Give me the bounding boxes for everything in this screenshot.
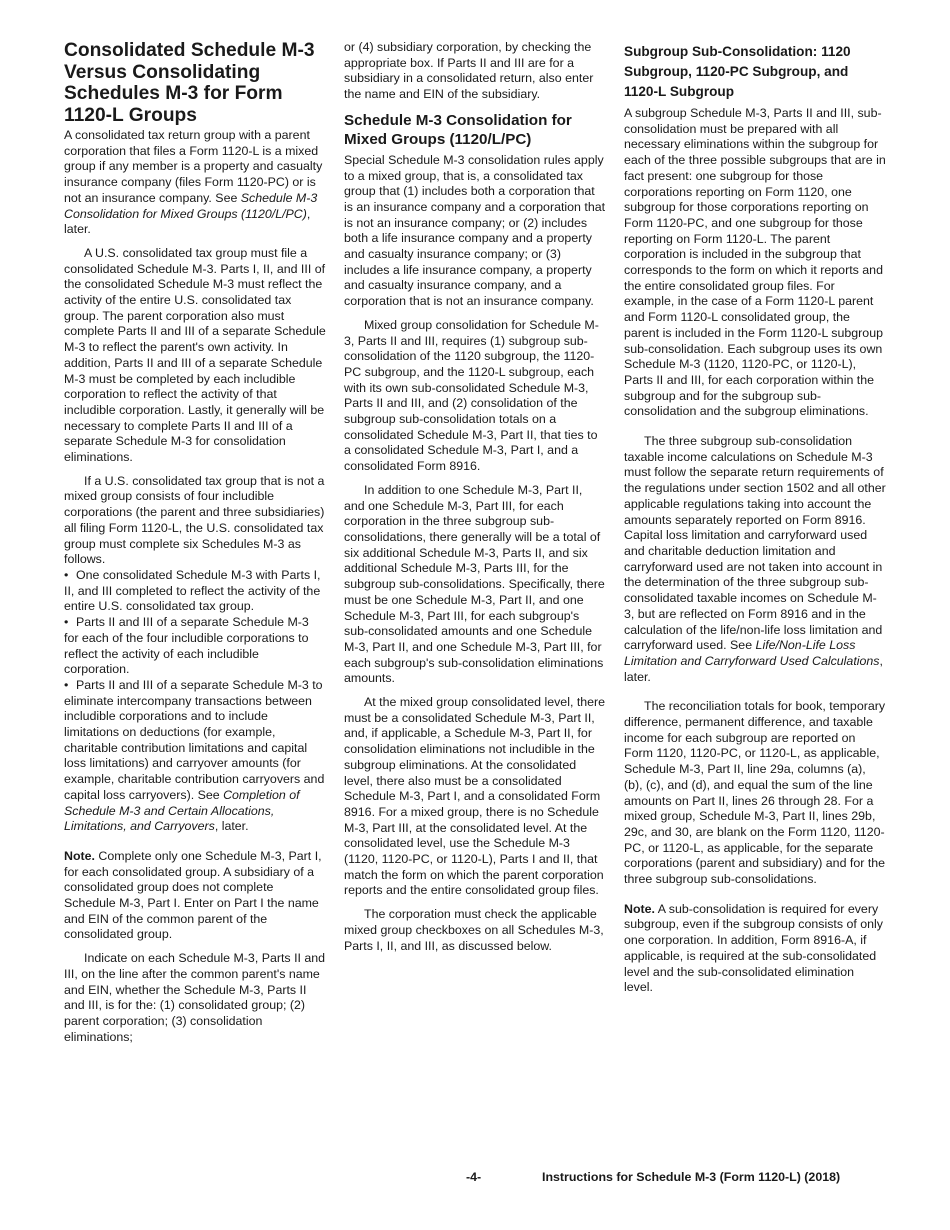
column-1 [64, 40, 326, 1053]
note-label: Note. [64, 848, 95, 863]
paragraph: The corporation must check the applicable mixed group checkboxes on all Schedules M-3, Parts I, II, and III, as discussed below. [344, 907, 604, 953]
paragraph: The three subgroup sub-consolidation taxable income calculations on Schedule M-3 must follow the separate return requirements of the regulations under section 1502 and all other applicable regulations taking into account the amounts separately reported on Form 8916. Capital loss limitation and carryforward used and charitable deduction limitation and carryforward used are not taken into account in the determination of the three subgroup sub-consolidated taxable incomes on Schedule M-3, but are reflected on Form 8916 and in the calculation of the life/non-life loss limitation and carryforward used. See Life/Non-Life Loss Limitation and Carryforward Used Calculations, later. [624, 434, 886, 684]
section-heading-consolidated: Consolidated Schedule M-3 Versus Consolidating Schedules M-3 for Form 1120-L Groups [64, 40, 315, 126]
paragraph: In addition to one Schedule M-3, Part II, and one Schedule M-3, Part III, for each corporation in the three subgroup sub-consolidations, there generally will be a total of six additional Schedule M-3, Parts II, and six additional Schedule M-3, Parts III, for the subgroup sub-consolidations. Specifically, there must be one Schedule M-3, Part II, and one Schedule M-3, Part III, for each subgroup's sub-consolidated amounts and one Schedule M-3, Part II, and one Schedule M-3, Part III, for each subgroup's sub-consolidation eliminations amounts. [344, 482, 605, 686]
page-number: -4- [466, 1170, 482, 1184]
cross-reference: Life/Non-Life Loss Limitation and Carryforward Used Calculations [624, 638, 880, 668]
cross-reference: Schedule M-3 Consolidation for Mixed Groups (1120/L/PC) [64, 190, 318, 221]
footer-title: Instructions for Schedule M-3 (Form 1120-L) (2018) [542, 1170, 841, 1184]
paragraph: A consolidated tax return group with a parent corporation that files a Form 1120-L is a mixed group if any member is a property and casualty insurance company (files Form 1120-PC) or is not an insurance company. See Schedule M-3 Consolidation for Mixed Groups (1120/L/PC), later. [64, 128, 323, 237]
paragraph: At the mixed group consolidated level, there must be a consolidated Schedule M-3, Part II, and, if applicable, a Schedule M-3, Part II, for consolidation eliminations not includible in the subgroup eliminations. At the consolidated level, there also must be a consolidated Schedule M-3, Part I, and a consolidated Form 8916. For a mixed group, there is no Schedule M-3, Part III, at the consolidated level. At the consolidated level, use the Schedule M-3 (1120, 1120-PC, or 1120-L), Parts I and II, that match the form on which the parent corporation reports and the entire consolidated group files. [344, 695, 606, 898]
cross-reference: Completion of Schedule M-3 and Certain Allocations, Limitations, and Carryovers [64, 787, 300, 834]
bullet-item: • Parts II and III of a separate Schedule M-3 to eliminate intercompany transactions between includible corporations and to include limitations on deductions (for example, charitable contribution limitations and capital loss limitations) and carryover amounts (for example, charitable contribution carryovers and capital loss carryovers). See Completion of Schedule M-3 and Certain Allocations, Limitations, and Carryovers, later. [64, 677, 325, 834]
paragraph: Special Schedule M-3 consolidation rules apply to a mixed group, that is, a consolidated tax group that (1) includes both a corporation that is an insurance company and a corporation that is not an insurance company; or (2) includes both a life insurance company and a property and casualty insurance company; or (3) includes a life insurance company, a property and casualty insurance company, and a corporation that is not an insurance company. [344, 152, 606, 309]
paragraph: The reconciliation totals for book, temporary difference, permanent difference, and taxable income for each subgroup are reported on Form 1120, 1120-PC, or 1120-L, as applicable, Schedule M-3, Part II, line 29a, columns (a), (b), (c), and (d), and equal the sum of the line amounts on Part II, lines 26 through 28. For a mixed group, Schedule M-3, Part II, lines 29b, 29c, and 30, are blank on the Form 1120, 1120-PC, or 1120-L, as applicable, for the separate corporations (parent and subsidiary) and for the three subgroup sub-consolidations. [624, 699, 886, 887]
paragraph: If a U.S. consolidated tax group that is not a mixed group consists of four includible corporations (the parent and three subsidiaries) all filing Form 1120-L, the U.S. consolidated tax group must complete six Schedules M-3 as follows. [64, 473, 325, 567]
column-2 [344, 40, 606, 962]
bullet-item: • Parts II and III of a separate Schedule M-3 for each of the four includible corporations to reflect the activity of each includible corporation. [64, 615, 309, 677]
paragraph: or (4) subsidiary corporation, by checking the appropriate box. If Parts II and III are for a subsidiary in a consolidated return, also enter the name and EIN of the subsidiary. [344, 40, 594, 102]
bullet-icon: • [64, 567, 69, 582]
section-heading-mixed-groups: Schedule M-3 Consolidation for Mixed Groups (1120/L/PC) [344, 111, 572, 148]
note-label: Note. [624, 901, 655, 916]
bullet-icon: • [64, 615, 69, 630]
note: Note. Complete only one Schedule M-3, Part I, for each consolidated group. A subsidiary of a consolidated group does not complete Schedule M-3, Part I. Enter on Part I the name and EIN of the common parent of the consolidated group. [64, 848, 322, 942]
paragraph: A U.S. consolidated tax group must file a consolidated Schedule M-3. Parts I, II, and III of the consolidated Schedule M-3 must reflect the activity of the entire U.S. consolidated tax group. The parent corporation also must complete Parts II and III of a separate Schedule M-3 to reflect the parent's own activity. In addition, Parts II and III of a separate Schedule M-3 must be completed by each includible corporation to reflect the activity of that includible corporation. Lastly, it generally will be necessary to complete Parts II and III of a separate Schedule M-3 for consolidation eliminations. [64, 245, 326, 465]
column-3 [624, 40, 886, 1004]
note: Note. A sub-consolidation is required for every subgroup, even if the subgroup consists of only one corporation. In addition, Form 8916-A, if applicable, is required at the sub-consolidated level and the sub-consolidated elimination level. [624, 901, 883, 995]
paragraph: Mixed group consolidation for Schedule M-3, Parts II and III, requires (1) subgroup sub-consolidation of the 1120 subgroup, the 1120-PC subgroup, and the 1120-L subgroup, each with its own sub-consolidated Schedule M-3, Parts II and III, and (2) consolidation of the subgroup sub-consolidation totals on a consolidated Schedule M-3, Part II, that ties to a consolidated Schedule M-3, Part I, and a consolidated Form 8916. [344, 317, 599, 474]
paragraph: Indicate on each Schedule M-3, Parts II and III, on the line after the common parent's name and EIN, whether the Schedule M-3, Parts II and III, is for the: (1) consolidated group; (2) parent corporation; (3) consolidation eliminations; [64, 951, 326, 1044]
section-heading-subgroup: Subgroup Sub-Consolidation: 1120 Subgroup, 1120-PC Subgroup, and 1120-L Subgroup [624, 44, 851, 99]
bullet-item: • One consolidated Schedule M-3 with Parts I, II, and III completed to reflect the activity of the entire U.S. consolidated tax group. [64, 567, 321, 614]
paragraph: A subgroup Schedule M-3, Parts II and III, sub-consolidation must be prepared with all necessary eliminations within the subgroup for each of the three possible subgroups that are in fact present: one subgroup for those corporations reporting on Form 1120, one subgroup for those corporations reporting on Form 1120-PC, and one subgroup for those reporting on Form 1120-L. The parent corporation is included in the subgroup that corresponds to the form on which it reports and the entire consolidated group files. For example, in the case of a Form 1120-L parent and Form 1120-L consolidated group, the parent is included in the Form 1120-L subgroup sub-consolidation. Each subgroup uses its own Schedule M-3 (1120, 1120-PC, or 1120-L), Parts II and III, for each corporation within the subgroup and for the subgroup sub-consolidation and the subgroup eliminations. [624, 106, 886, 419]
bullet-icon: • [64, 677, 69, 692]
